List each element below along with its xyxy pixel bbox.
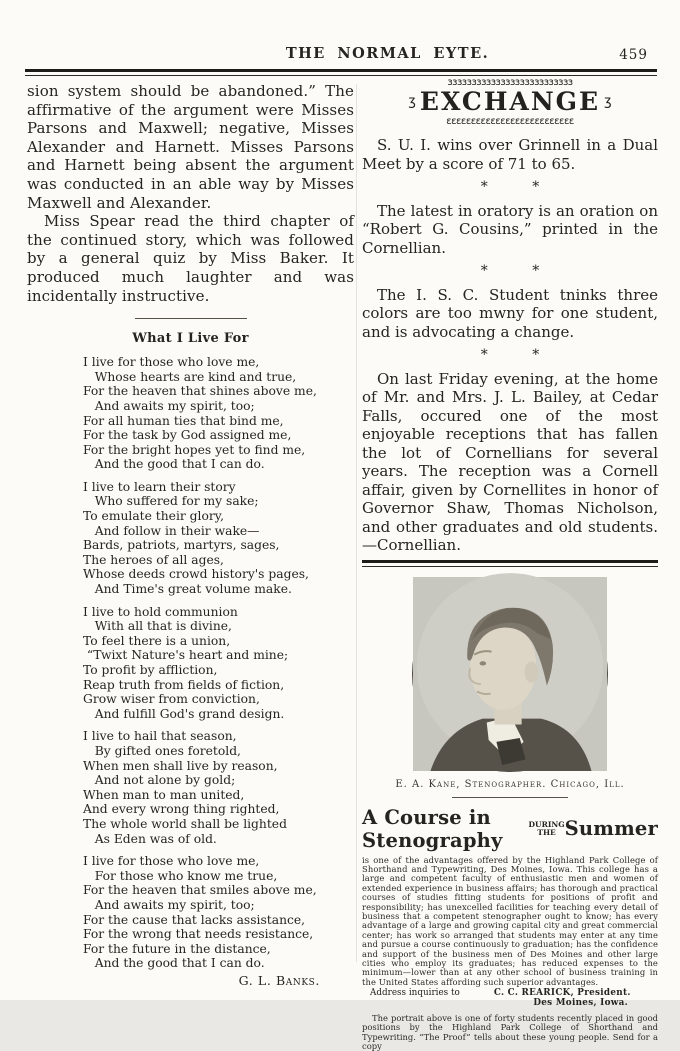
- poem-line: To emulate their glory,: [83, 509, 224, 524]
- ad-address: [362, 988, 658, 998]
- poem-line: “Twixt Nature's heart and mine;: [83, 648, 289, 663]
- poem-line: For all human ties that bind me,: [83, 413, 284, 428]
- ad-headline-stack: [529, 821, 565, 836]
- portrait-illustration: [413, 577, 607, 771]
- poem-line: To profit by affliction,: [83, 663, 218, 677]
- poem-line: And the good that I can do.: [83, 457, 265, 472]
- poem-line: The whole world shall be lighted: [83, 816, 287, 831]
- poem-line: With all that is divine,: [83, 619, 232, 634]
- left-paragraphs: [27, 82, 354, 305]
- column-divider: [356, 84, 357, 962]
- poem-line: I live for those who love me,: [83, 355, 260, 370]
- masthead-rule: [25, 69, 657, 76]
- poem-line: [83, 472, 354, 480]
- exchange-entry: On last Friday evening, at the home of Mr. and Mrs. J. L. Bailey, at Cedar Falls, occured one of the most enjoyable receptions that has fallen the lot of Cornellians for several years. The reception was a Cornell affair, given by Cornellites in honor of Governor Shaw, Thomas Nicholson, and other graduates and old students.—Cornellian.: [362, 369, 658, 554]
- ad-address-name: C. C. REARICK, President.: [493, 988, 631, 999]
- exchange-title: EXCHANGE: [419, 87, 601, 116]
- poem-line: To feel there is a union,: [83, 633, 231, 648]
- poem: [83, 355, 354, 988]
- poem-line: I live to learn their story: [83, 479, 236, 494]
- right-column: [362, 78, 658, 1051]
- ad-headline-stack-top: DURING: [528, 820, 565, 829]
- poem-line: And Time's great volume make.: [83, 582, 292, 597]
- poem-line: And follow in their wake—: [83, 523, 260, 538]
- poem-line: Whose hearts are kind and true,: [83, 369, 297, 384]
- poem-signature: G. L. Banks.: [238, 972, 320, 988]
- banner-ornament-bottom: ɛɛɛɛɛɛɛɛɛɛɛɛɛɛɛɛɛɛɛɛɛɛɛɛɛɛ: [446, 116, 574, 127]
- banner-ornament-left: ʒ: [408, 94, 416, 109]
- poem-line: For the heaven that shines above me,: [83, 384, 317, 399]
- poem-line: I live to hold communion: [83, 604, 238, 619]
- poem-line: By gifted ones foretold,: [83, 743, 241, 758]
- exchange-entry: * *: [480, 347, 540, 363]
- poem-line: Bards, patriots, martyrs, sages,: [83, 538, 280, 553]
- poem-line: Whose deeds crowd history's pages,: [83, 567, 309, 582]
- ad-headline-left: A Course in Stenography: [362, 805, 503, 852]
- portrait-caption: E. A. Kane, Stenographer. Chicago, Ill.: [395, 778, 625, 790]
- portrait-top-rule: [362, 560, 658, 567]
- exchange-entry: The I. S. C. Student tninks three colors are too mwny for one student, and is advocating a change.: [362, 285, 658, 341]
- poem-line: Grow wiser from conviction,: [83, 692, 260, 707]
- ad-address-city: Des Moines, Iowa.: [533, 998, 628, 1009]
- ad-footnote: The portrait above is one of forty students recently placed in good positions by the Highland Park College of Shorthand and Typewriting. “The Proof” tells about these young people. Send for a copy: [362, 1013, 658, 1051]
- poem-line: And awaits my spirit, too;: [83, 897, 255, 912]
- exchange-banner: [410, 78, 610, 126]
- poem-line: [83, 721, 354, 729]
- poem-line: The heroes of all ages,: [83, 552, 224, 567]
- exchange-entry: S. U. I. wins over Grinnell in a Dual Meet by a score of 71 to 65.: [362, 136, 658, 173]
- poem-line: And every wrong thing righted,: [83, 802, 280, 817]
- poem-line: For the future in the distance,: [83, 941, 271, 956]
- poem-line: And fulfill God's grand design.: [83, 706, 285, 721]
- poem-line: Reap truth from fields of fiction,: [83, 677, 285, 692]
- caption-rule: [452, 797, 568, 798]
- poem-line: And not alone by gold;: [83, 773, 236, 788]
- poem-line: [83, 597, 354, 605]
- poem-line: For those who know me true,: [83, 868, 278, 883]
- poem-line: When man to man united,: [83, 787, 245, 802]
- poem-line: For the bright hopes yet to find me,: [83, 442, 306, 457]
- banner-ornament-top: ɜɜɜɜɜɜɜɜɜɜɜɜɜɜɜɜɜɜɜɜɜɜɜɜɜɜ: [447, 77, 573, 88]
- poem-line: Who suffered for my sake;: [83, 494, 259, 509]
- poem-title: What I Live For: [132, 331, 249, 347]
- ad-body: is one of the advantages offered by the Highland Park College of Shorthand and Typewriting, Des Moines, Iowa. This college has a large and competent faculty of enthusiastic men and women of extended experience in business affairs; has thorough and practical courses of studies fitting students for positions of profit and responsibility; has unexcelled facilities for teaching every detail of business that a competent stenographer ought to know; has every advantage of a large and growing capital city and great commercial center; has work so arranged that students may enter at any time and pursue a course continuously to graduation; has the confidence and support of the business men of Des Moines and other large cities who employ its graduates; has reduced expenses to the minimum—lower than at any other school of business training in the United States affording such superior advantages.: [362, 854, 658, 987]
- banner-ornament-right: ʒ: [604, 94, 612, 109]
- ad-headline-stack-bottom: THE: [537, 827, 556, 837]
- left-column: [27, 82, 354, 988]
- poem-line: For the heaven that smiles above me,: [83, 883, 317, 898]
- poem-line: I live to hail that season,: [83, 729, 237, 744]
- poem-line: For the cause that lacks assistance,: [83, 912, 306, 927]
- exchange-entry: * *: [480, 179, 540, 195]
- poem-line: For the wrong that needs resistance,: [83, 927, 314, 942]
- exchange-entries: [362, 136, 658, 555]
- poem-lines: [83, 355, 354, 971]
- masthead-title: THE NORMAL EYTE.: [285, 45, 490, 62]
- portrait-photo: [412, 576, 608, 772]
- exchange-entry: * *: [480, 263, 540, 279]
- section-divider-rule: [135, 318, 247, 319]
- paragraph: Miss Spear read the third chapter of the continued story, which was followed by a general quiz by Miss Baker. It produced much laughter and was incidentally instructive.: [27, 212, 354, 305]
- paragraph: sion system should be abandoned.” The affirmative of the argument were Misses Parsons and Maxwell; negative, Misses Alexander and Harnett. Misses Parsons and Harnett being absent the argument was conducted in an able way by Misses Maxwell and Alexander.: [27, 82, 354, 212]
- poem-line: I live for those who love me,: [83, 854, 260, 869]
- ad-headline-right: Summer: [564, 817, 658, 840]
- ad-headline: [362, 806, 658, 852]
- exchange-entry: The latest in oratory is an oration on “Robert G. Cousins,” printed in the Cornellian.: [362, 201, 658, 257]
- page-number: 459: [619, 47, 648, 63]
- ad-address-label: Address inquiries to: [370, 988, 460, 999]
- poem-line: [83, 846, 354, 854]
- poem-line: And the good that I can do.: [83, 956, 265, 971]
- poem-line: As Eden was of old.: [83, 831, 217, 846]
- poem-line: And awaits my spirit, too;: [83, 398, 255, 413]
- poem-line: When men shall live by reason,: [83, 758, 278, 773]
- poem-line: For the task by God assigned me,: [83, 428, 292, 443]
